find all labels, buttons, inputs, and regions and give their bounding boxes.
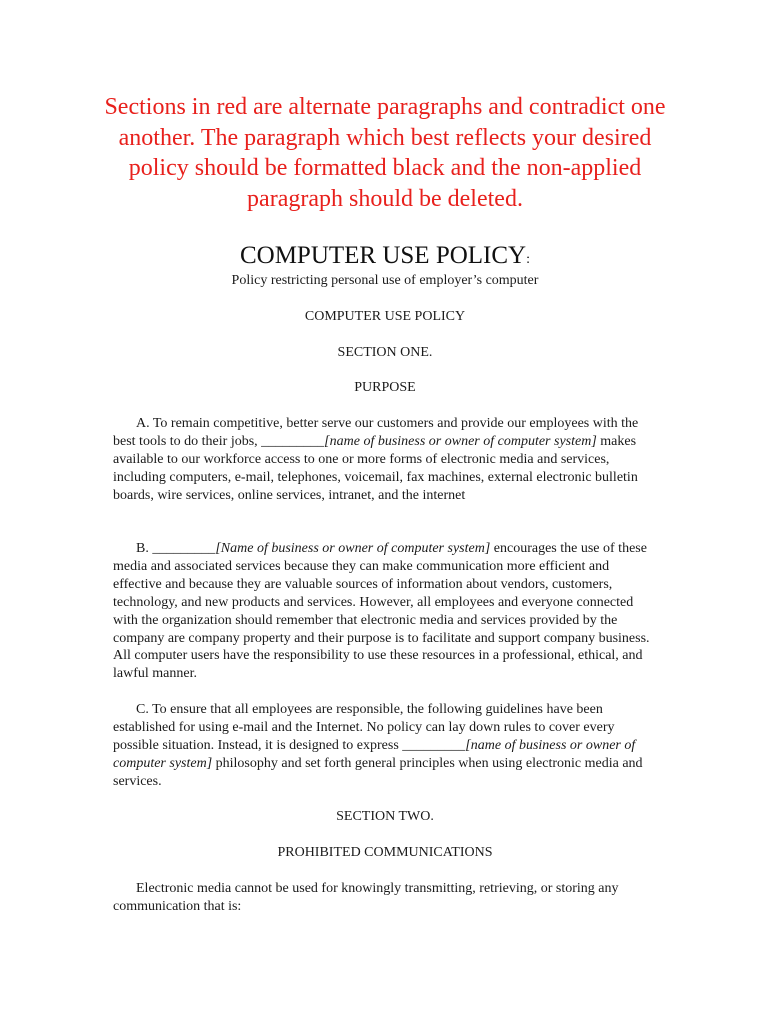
paragraph-c-placeholder: [name of business or owner of computer system] [113, 737, 636, 771]
paragraph-b-lead: B. _________ [136, 541, 216, 556]
policy-heading: COMPUTER USE POLICY [304, 309, 466, 324]
purpose-paragraph-b [113, 540, 661, 683]
section-one-subheading: PURPOSE [354, 380, 416, 395]
document-title [0, 240, 770, 276]
paragraph-a-placeholder: [name of business or owner of computer system] [324, 433, 597, 449]
purpose-paragraph-c [113, 701, 661, 791]
paragraph-a-lead: A. To remain competitive, better serve our customers and provide our employees with the best tools to do their jobs, _________ [113, 416, 639, 449]
alternate-paragraphs-notice: Sections in red are alternate paragraphs and contradict one another. The paragraph which best reflects your desired policy should be formatted black and the non-applied paragraph should be deleted. [104, 94, 666, 212]
prohibited-intro-text: Electronic media cannot be used for knowingly transmitting, retrieving, or storing any communication that is: [113, 881, 619, 914]
paragraph-a-tail: makes available to our workforce access to one or more forms of electronic media and services, including computers, e-mail, telephones, voicemail, fax machines, external electronic bulletin boards, wire services, online services, intranet, and the internet [113, 433, 638, 503]
section-one-heading: SECTION ONE. [337, 345, 433, 360]
document-subtitle: Policy restricting personal use of employer’s computer [231, 273, 539, 288]
purpose-paragraph-a [113, 415, 661, 505]
paragraph-c-tail: philosophy and set forth general principles when using electronic media and services. [113, 755, 643, 789]
paragraph-b-placeholder: [Name of business or owner of computer system] [215, 541, 491, 556]
section-two-heading: SECTION TWO. [336, 809, 434, 824]
prohibited-communications-intro [113, 880, 661, 916]
paragraph-c-lead: C. To ensure that all employees are responsible, the following guidelines have been established for using e-mail and the Internet. No policy can lay down rules to cover every possible situation. Instead, it is designed to express _________ [113, 702, 615, 753]
document-title-text: COMPUTER USE POLICY [239, 242, 527, 269]
section-two-subheading: PROHIBITED COMMUNICATIONS [277, 845, 493, 860]
document-title-colon: : [526, 252, 531, 267]
paragraph-b-tail: encourages the use of these media and associated services because they can make communication more efficient and effective and because they are valuable sources of information about vendors, customers, technology, and new products and services. However, all employees and everyone connected with the organization should remember that electronic media and services provided by the company are company property and their purpose is to facilitate and support company business. All computer users have the responsibility to use these resources in a professional, ethical, and lawful manner. [113, 541, 650, 682]
